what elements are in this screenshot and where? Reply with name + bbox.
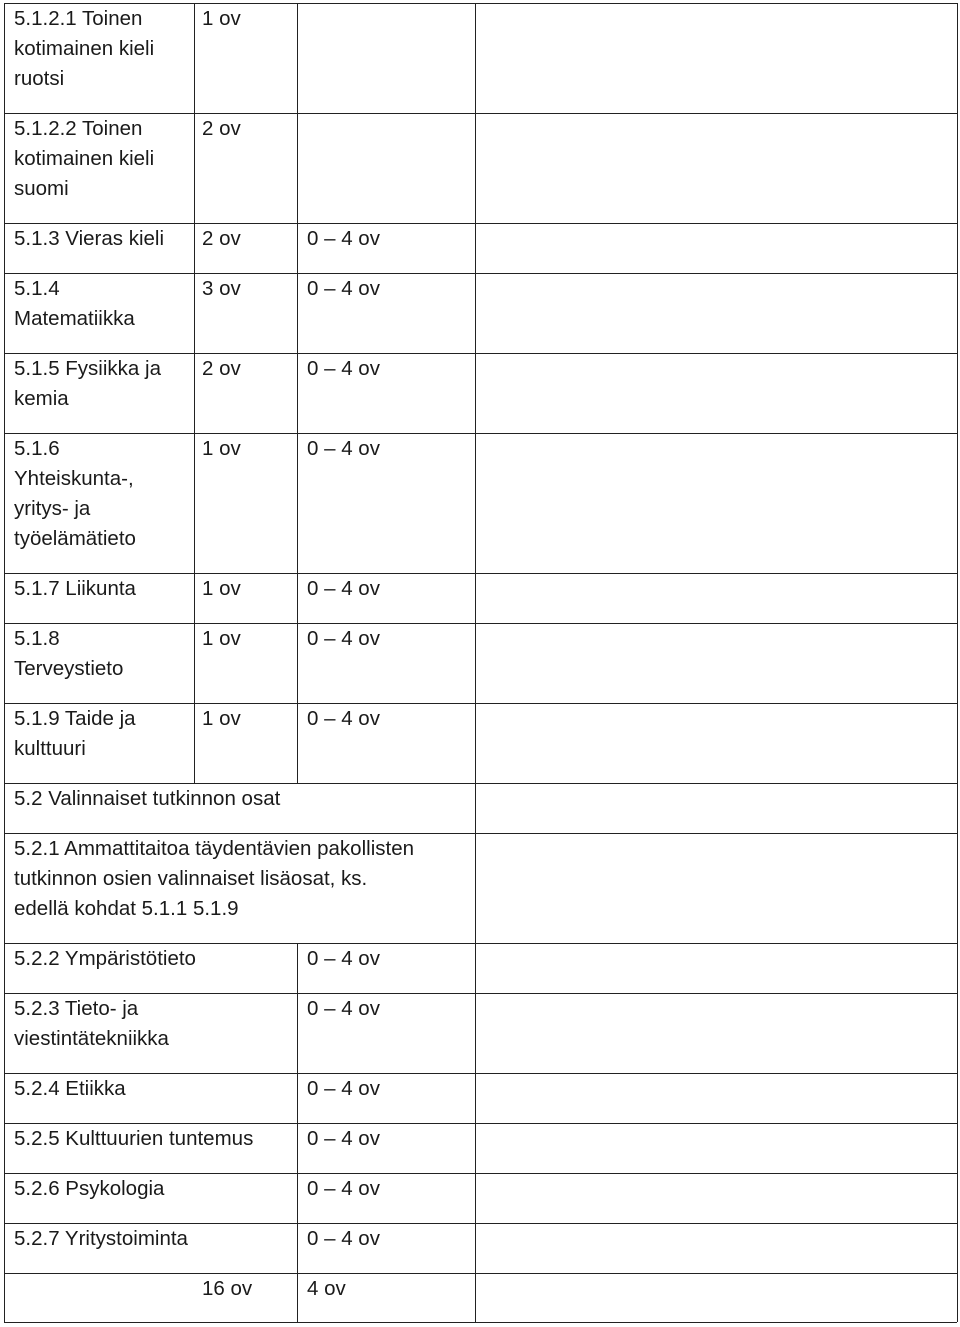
row-label: 5.2.5 Kulttuurien tuntemus (14, 1127, 254, 1150)
column-divider (475, 1123, 476, 1173)
row-label: 5.2 Valinnaiset tutkinnon osat (14, 787, 281, 810)
table-border-left (4, 3, 5, 1322)
row-label: 5.1.9 Taide ja (14, 707, 136, 730)
optional-credits: 0 – 4 ov (307, 277, 380, 300)
row-divider (4, 623, 957, 624)
row-label: 5.1.7 Liikunta (14, 577, 136, 600)
row-label: Terveystieto (14, 657, 124, 680)
mandatory-credits: 1 ov (202, 437, 241, 460)
row-label: 5.2.4 Etiikka (14, 1077, 126, 1100)
column-divider (475, 943, 476, 993)
optional-credits: 0 – 4 ov (307, 437, 380, 460)
optional-credits: 0 – 4 ov (307, 627, 380, 650)
mandatory-credits: 1 ov (202, 577, 241, 600)
row-label: 5.1.2.1 Toinen (14, 7, 143, 30)
column-divider (297, 1073, 298, 1123)
row-label: 5.2.3 Tieto- ja (14, 997, 139, 1020)
column-divider (297, 623, 298, 703)
mandatory-credits: 1 ov (202, 7, 241, 30)
row-label: 5.2.1 Ammattitaitoa täydentävien pakollisten (14, 837, 414, 860)
table-border-bottom (4, 1322, 957, 1323)
optional-credits: 0 – 4 ov (307, 357, 380, 380)
column-divider (475, 1223, 476, 1273)
optional-credits: 0 – 4 ov (307, 227, 380, 250)
column-divider (194, 273, 195, 353)
column-divider (475, 833, 476, 943)
row-label: 5.1.6 (14, 437, 60, 460)
mandatory-credits: 16 ov (202, 1277, 253, 1300)
column-divider (297, 993, 298, 1073)
row-divider (4, 1273, 957, 1274)
row-divider (4, 273, 957, 274)
column-divider (475, 273, 476, 353)
mandatory-credits: 2 ov (202, 357, 241, 380)
column-divider (297, 433, 298, 573)
row-divider (4, 113, 957, 114)
row-divider (4, 573, 957, 574)
row-label: 5.2.7 Yritystoiminta (14, 1227, 188, 1250)
row-label: 5.1.5 Fysiikka ja (14, 357, 161, 380)
optional-credits: 0 – 4 ov (307, 947, 380, 970)
column-divider (194, 353, 195, 433)
column-divider (194, 433, 195, 573)
column-divider (475, 623, 476, 703)
column-divider (297, 573, 298, 623)
column-divider (297, 113, 298, 223)
optional-credits: 0 – 4 ov (307, 1227, 380, 1250)
column-divider (475, 353, 476, 433)
column-divider (475, 113, 476, 223)
row-label: Yhteiskunta-, (14, 467, 134, 490)
mandatory-credits: 2 ov (202, 117, 241, 140)
row-label: suomi (14, 177, 69, 200)
row-label: 5.1.4 (14, 277, 60, 300)
column-divider (475, 993, 476, 1073)
row-label: ruotsi (14, 67, 65, 90)
column-divider (194, 623, 195, 703)
optional-credits: 4 ov (307, 1277, 346, 1300)
mandatory-credits: 1 ov (202, 707, 241, 730)
optional-credits: 0 – 4 ov (307, 577, 380, 600)
row-divider (4, 1073, 957, 1074)
column-divider (475, 1073, 476, 1123)
row-label: Matematiikka (14, 307, 135, 330)
column-divider (297, 353, 298, 433)
column-divider (194, 573, 195, 623)
optional-credits: 0 – 4 ov (307, 1177, 380, 1200)
mandatory-credits: 1 ov (202, 627, 241, 650)
column-divider (297, 273, 298, 353)
mandatory-credits: 2 ov (202, 227, 241, 250)
column-divider (475, 223, 476, 273)
column-divider (297, 1223, 298, 1273)
column-divider (194, 223, 195, 273)
table-border-top (4, 3, 957, 4)
row-label: 5.1.3 Vieras kieli (14, 227, 165, 250)
column-divider (194, 3, 195, 113)
row-label: viestintätekniikka (14, 1027, 169, 1050)
column-divider (297, 1173, 298, 1223)
column-divider (194, 703, 195, 783)
row-label: kulttuuri (14, 737, 86, 760)
column-divider (297, 3, 298, 113)
row-label: 5.1.2.2 Toinen (14, 117, 143, 140)
optional-credits: 0 – 4 ov (307, 997, 380, 1020)
column-divider (475, 573, 476, 623)
row-label: yritys- ja (14, 497, 91, 520)
row-label: kotimainen kieli (14, 37, 155, 60)
row-divider (4, 993, 957, 994)
optional-credits: 0 – 4 ov (307, 1127, 380, 1150)
column-divider (475, 3, 476, 113)
row-divider (4, 433, 957, 434)
row-label: 5.1.8 (14, 627, 60, 650)
column-divider (297, 223, 298, 273)
row-label: tutkinnon osien valinnaiset lisäosat, ks. (14, 867, 368, 890)
row-label: 5.2.2 Ympäristötieto (14, 947, 196, 970)
column-divider (475, 703, 476, 783)
row-label: työelämätieto (14, 527, 136, 550)
optional-credits: 0 – 4 ov (307, 707, 380, 730)
column-divider (475, 783, 476, 833)
column-divider (475, 433, 476, 573)
row-divider (4, 703, 957, 704)
row-label: edellä kohdat 5.1.1 5.1.9 (14, 897, 239, 920)
column-divider (475, 1273, 476, 1322)
row-label: kotimainen kieli (14, 147, 155, 170)
mandatory-credits: 3 ov (202, 277, 241, 300)
column-divider (297, 703, 298, 783)
row-label: 5.2.6 Psykologia (14, 1177, 165, 1200)
column-divider (297, 1123, 298, 1173)
table-border-right (957, 3, 958, 1322)
row-label: kemia (14, 387, 69, 410)
column-divider (194, 113, 195, 223)
column-divider (297, 943, 298, 993)
column-divider (297, 1273, 298, 1322)
column-divider (475, 1173, 476, 1223)
optional-credits: 0 – 4 ov (307, 1077, 380, 1100)
